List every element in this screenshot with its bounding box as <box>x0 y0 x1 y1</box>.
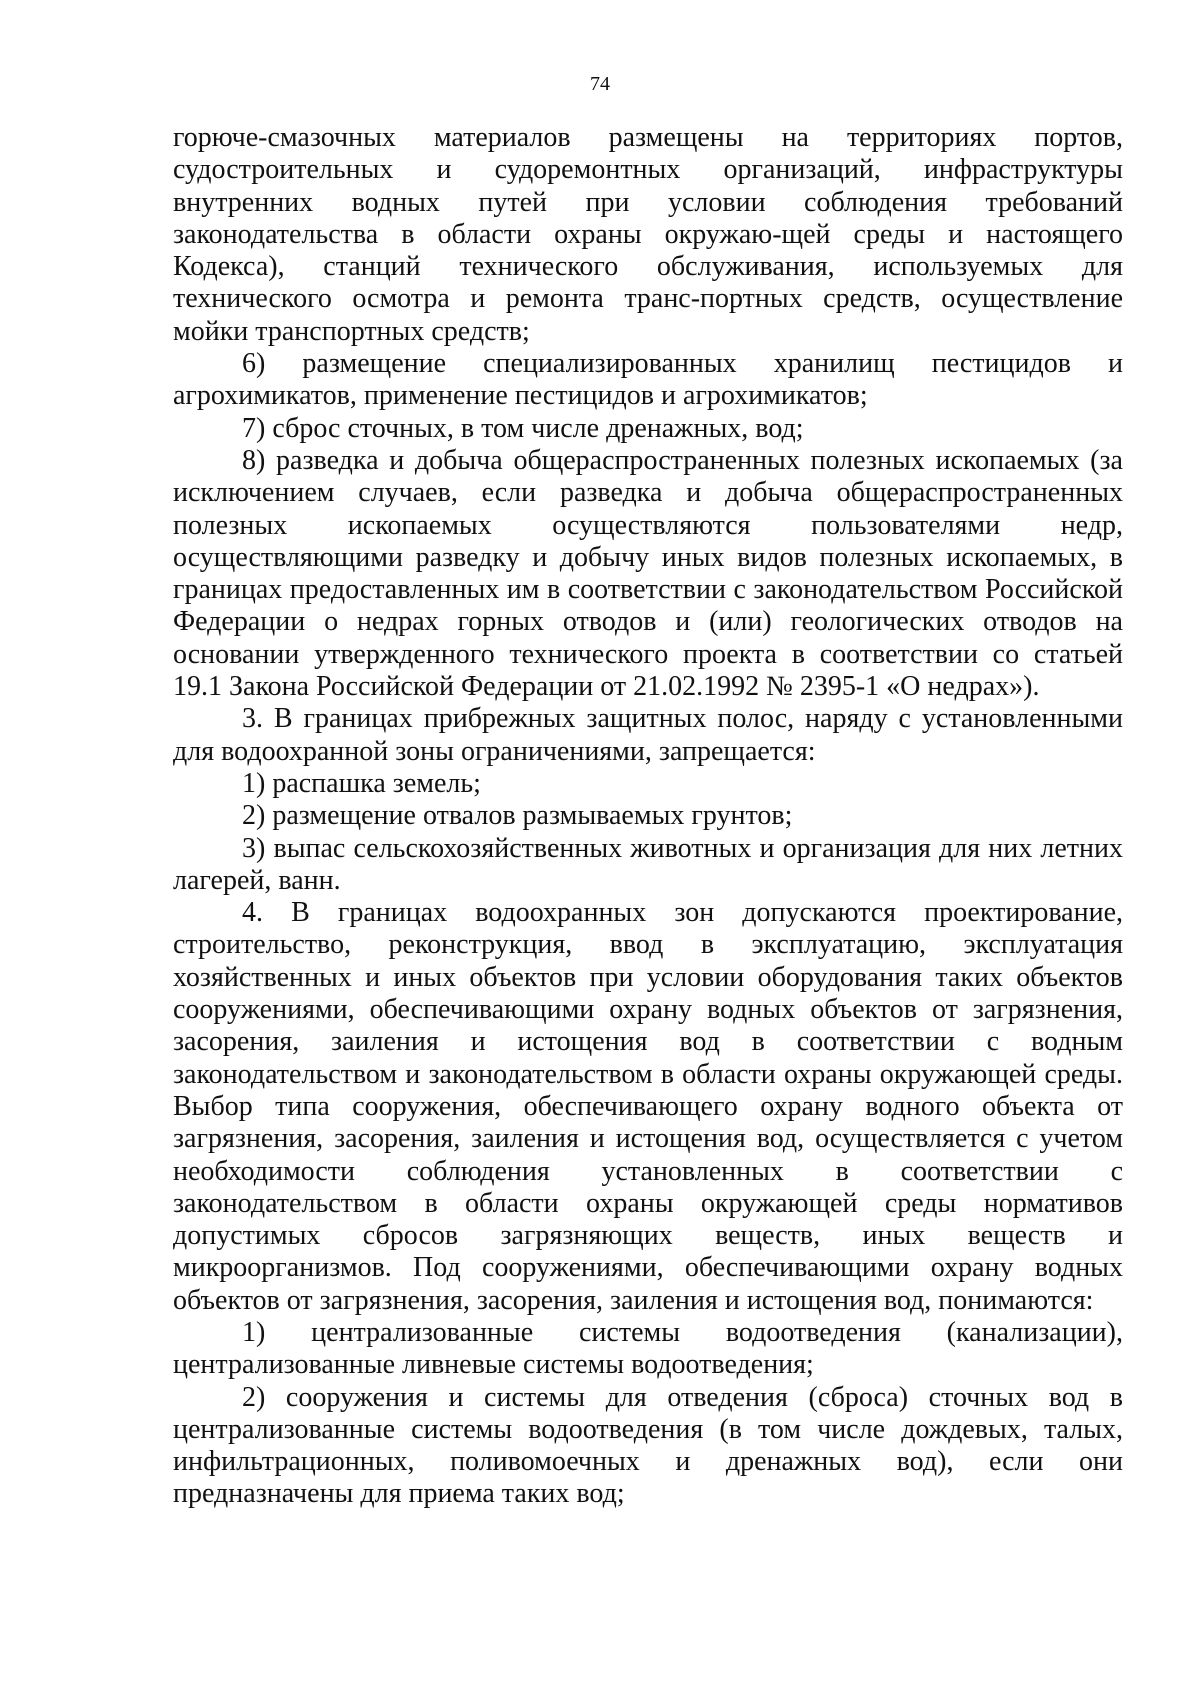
page-number: 74 <box>590 73 610 95</box>
paragraph-part-3-item-3: 3) выпас сельскохозяйственных животных и организация для них летних лагерей, ванн. <box>173 832 1123 896</box>
paragraph-item-6: 6) размещение специализированных хранилищ пестицидов и агрохимикатов, применение пестицидов и агрохимикатов; <box>173 348 1123 412</box>
paragraph-part-4-item-1: 1) централизованные системы водоотведения (канализации), централизованные ливневые системы водоотведения; <box>173 1316 1123 1381</box>
paragraph-part-3: 3. В границах прибрежных защитных полос, наряду с установленными для водоохранной зоны ограничениями, запрещается: <box>173 703 1123 767</box>
paragraph-part-3-item-2: 2) размещение отвалов размываемых грунтов; <box>242 800 793 832</box>
paragraph-continuation: горюче-смазочных материалов размещены на территориях портов, судостроительных и судоремонтных организаций, инфраструктуры внутренних водных путей при условии соблюдения требований законодательства в области охраны окружаю-щей среды и настоящего Кодекса), станций технического обслуживания, используемых для технического осмотра и ремонта транс-портных средств, осуществление мойки транспортных средств; <box>173 122 1123 347</box>
paragraph-part-4-item-2: 2) сооружения и системы для отведения (сброса) сточных вод в централизованные системы водоотведения (в том числе дождевых, талых, инфильтрационных, поливомоечных и дренажных вод), если они предназначены для приема таких вод; <box>173 1381 1123 1510</box>
paragraph-part-3-item-1: 1) распашка земель; <box>242 767 481 799</box>
paragraph-item-7: 7) сброс сточных, в том числе дренажных, вод; <box>242 412 804 444</box>
paragraph-item-8: 8) разведка и добыча общераспространенных полезных ископаемых (за исключением случаев, если разведка и добыча общераспространенных полезных ископаемых осуществляются пользователями недр, осуществляющими разведку и добычу иных видов полезных ископаемых, в границах предоставленных им в соответствии с законодательством Российской Федерации о недрах горных отводов и (или) геологических отводов на основании утвержденного технического проекта в соответствии со статьей 19.1 Закона Российской Федерации от 21.02.1992 № 2395-1 «О недрах»). <box>173 444 1123 703</box>
document-body <box>173 122 1123 1511</box>
paragraph-part-4: 4. В границах водоохранных зон допускаются проектирование, строительство, реконструкция, ввод в эксплуатацию, эксплуатация хозяйственных и иных объектов при условии оборудования таких объектов сооружениями, обеспечивающими охрану водных объектов от загрязнения, засорения, заиления и истощения вод в соответствии с водным законодательством и законодательством в области охраны окружающей среды. Выбор типа сооружения, обеспечивающего охрану водного объекта от загрязнения, засорения, заиления и истощения вод, осуществляется с учетом необходимости соблюдения установленных в соответствии с законодательством в области охраны окружающей среды нормативов допустимых сбросов загрязняющих веществ, иных веществ и микроорганизмов. Под сооружениями, обеспечивающими охрану водных объектов от загрязнения, засорения, заиления и истощения вод, понимаются: <box>173 897 1123 1316</box>
